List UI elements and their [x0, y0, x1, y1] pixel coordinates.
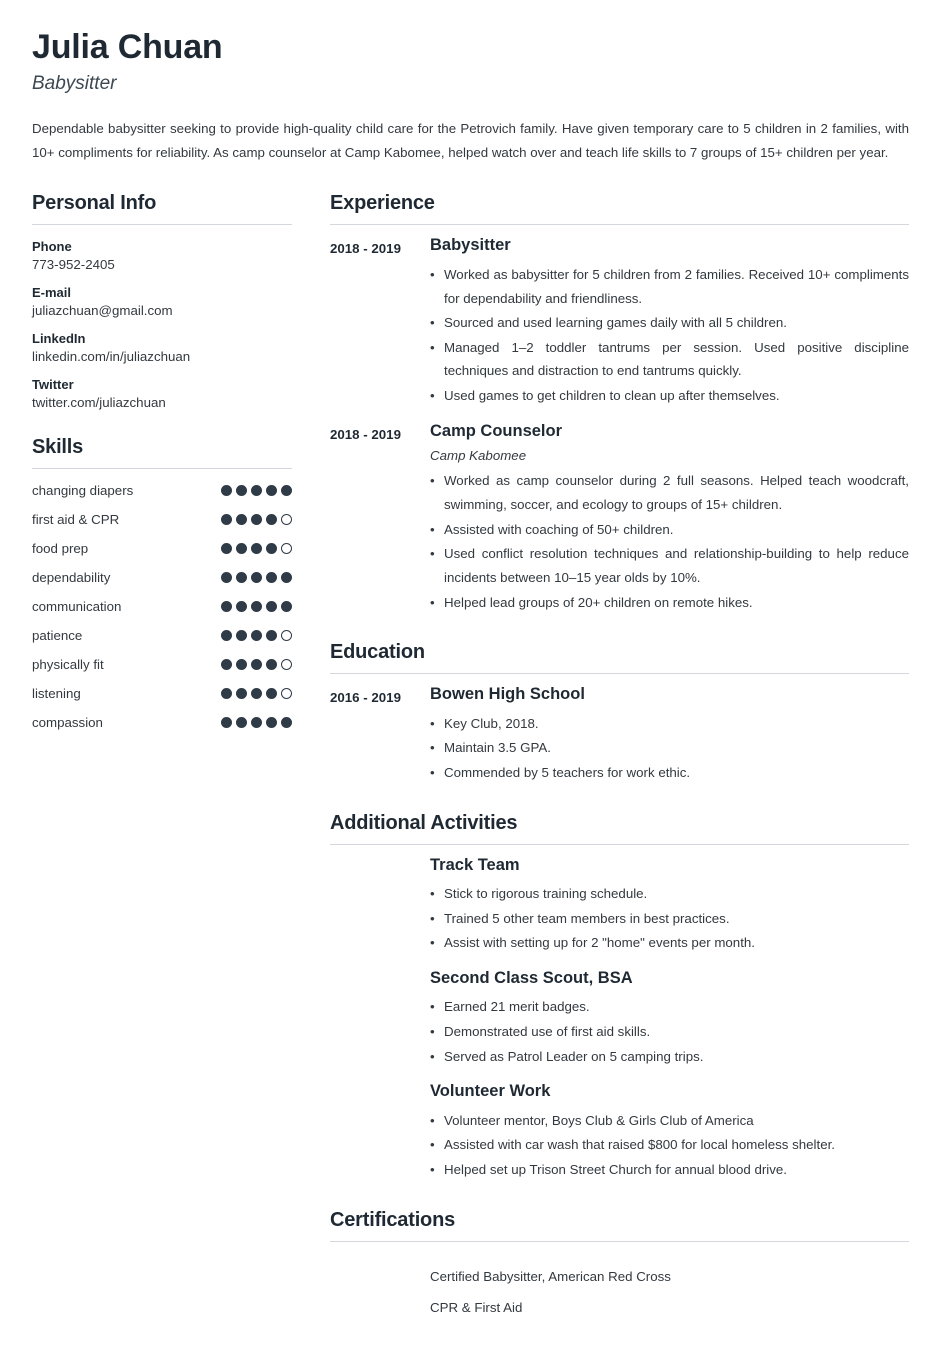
skill-dot-filled-icon	[266, 659, 277, 670]
resume-entry	[330, 968, 909, 1069]
skill-row	[32, 599, 292, 614]
skill-dot-filled-icon	[281, 601, 292, 612]
skill-level-dots	[221, 717, 292, 728]
entry-body	[430, 684, 909, 785]
skill-dot-filled-icon	[281, 717, 292, 728]
section-experience	[330, 192, 909, 615]
personal-info-value[interactable]: linkedin.com/in/juliazchuan	[32, 349, 191, 365]
skill-row	[32, 715, 292, 730]
entry-bullet-list	[430, 712, 909, 785]
resume-body	[32, 192, 909, 1328]
skill-dot-filled-icon	[266, 601, 277, 612]
skill-dot-filled-icon	[266, 543, 277, 554]
certification-text: CPR & First Aid	[430, 1300, 523, 1316]
job-title: Babysitter	[32, 73, 117, 95]
education-list	[330, 684, 909, 785]
list-item: • Earned 21 merit badges.	[430, 995, 909, 1019]
section-title-personal-info: Personal Info	[32, 192, 292, 225]
skill-name: changing diapers	[32, 483, 134, 499]
skill-name: physically fit	[32, 657, 104, 673]
skill-level-dots	[221, 543, 292, 554]
skill-dot-filled-icon	[236, 514, 247, 525]
skill-row	[32, 657, 292, 672]
list-item: • Used conflict resolution techniques and relationship-building to help reduce incidents between 10–15 year olds by 10%.	[430, 542, 909, 589]
entry-dates	[330, 968, 430, 970]
skill-level-dots	[221, 659, 292, 670]
skill-dot-filled-icon	[221, 514, 232, 525]
personal-info-item	[32, 331, 292, 364]
skill-row	[32, 686, 292, 701]
right-column	[314, 192, 909, 1328]
skill-dot-empty-icon	[281, 659, 292, 670]
list-item: • Key Club, 2018.	[430, 712, 909, 736]
entry-bullet-list	[430, 469, 909, 614]
entry-dates	[330, 855, 430, 857]
list-item: • Helped set up Trison Street Church for annual blood drive.	[430, 1158, 909, 1182]
list-item: • Served as Patrol Leader on 5 camping trips.	[430, 1045, 909, 1069]
spacer	[330, 1252, 909, 1266]
entry-body	[430, 968, 909, 1069]
list-item: • Worked as camp counselor during 2 full seasons. Helped teach woodcraft, swimming, soccer, and ecology to groups of 15+ children.	[430, 469, 909, 516]
entry-dates: 2018 - 2019	[330, 426, 401, 442]
entry-body	[430, 421, 909, 615]
list-item: • Demonstrated use of first aid skills.	[430, 1020, 909, 1044]
skill-level-dots	[221, 572, 292, 583]
skill-level-dots	[221, 601, 292, 612]
section-education	[330, 641, 909, 785]
skill-dot-filled-icon	[251, 485, 262, 496]
skill-level-dots	[221, 514, 292, 525]
resume-entry	[330, 684, 909, 785]
skill-name: listening	[32, 686, 81, 702]
section-title-experience: Experience	[330, 192, 909, 225]
resume-entry	[330, 1081, 909, 1182]
section-title-education: Education	[330, 641, 909, 674]
skill-row	[32, 512, 292, 527]
section-title-additional-activities: Additional Activities	[330, 812, 909, 845]
skill-level-dots	[221, 688, 292, 699]
skill-dot-filled-icon	[221, 659, 232, 670]
list-item: • Volunteer mentor, Boys Club & Girls Club of America	[430, 1109, 909, 1133]
skill-dot-filled-icon	[236, 543, 247, 554]
skill-name: patience	[32, 628, 83, 644]
entry-bullet-list	[430, 1109, 909, 1182]
certifications-list	[330, 1266, 909, 1319]
skill-row	[32, 483, 292, 498]
skill-dot-filled-icon	[236, 485, 247, 496]
personal-info-item	[32, 377, 292, 410]
experience-list	[330, 235, 909, 615]
skill-dot-empty-icon	[281, 688, 292, 699]
entry-body	[430, 1081, 909, 1182]
personal-info-item	[32, 239, 292, 272]
skill-dot-filled-icon	[266, 688, 277, 699]
skill-dot-filled-icon	[251, 630, 262, 641]
skill-dot-filled-icon	[266, 485, 277, 496]
list-item: • Managed 1–2 toddler tantrums per session. Used positive discipline techniques and distraction to end tantrums quickly.	[430, 336, 909, 383]
personal-info-label: Twitter	[32, 377, 74, 393]
list-item: • Sourced and used learning games daily with all 5 children.	[430, 311, 909, 335]
personal-info-label: LinkedIn	[32, 331, 86, 347]
skill-dot-filled-icon	[236, 630, 247, 641]
entry-subtitle: Camp Kabomee	[430, 448, 527, 464]
skill-dot-filled-icon	[221, 630, 232, 641]
skill-dot-filled-icon	[236, 572, 247, 583]
entry-bullet-list	[430, 882, 909, 955]
skill-dot-filled-icon	[266, 717, 277, 728]
entry-body	[430, 235, 909, 408]
activities-list	[330, 855, 909, 1183]
skill-dot-filled-icon	[251, 659, 262, 670]
skill-row	[32, 541, 292, 556]
skill-name: compassion	[32, 715, 103, 731]
resume-entry	[330, 855, 909, 956]
personal-info-label: Phone	[32, 239, 72, 255]
entry-dates	[330, 1081, 430, 1083]
list-item: • Stick to rigorous training schedule.	[430, 882, 909, 906]
skill-dot-filled-icon	[281, 572, 292, 583]
personal-info-value[interactable]: juliazchuan@gmail.com	[32, 303, 173, 319]
skill-dot-filled-icon	[251, 514, 262, 525]
list-item: • Used games to get children to clean up after themselves.	[430, 384, 909, 408]
resume-entry	[330, 421, 909, 615]
certification-row	[330, 1297, 909, 1318]
skill-dot-filled-icon	[251, 688, 262, 699]
section-additional-activities	[330, 812, 909, 1183]
skill-name: dependability	[32, 570, 111, 586]
skill-dot-filled-icon	[221, 688, 232, 699]
skill-dot-filled-icon	[221, 543, 232, 554]
page-title: Julia Chuan	[32, 28, 223, 66]
personal-info-list	[32, 239, 292, 410]
skill-dot-filled-icon	[251, 717, 262, 728]
skill-name: food prep	[32, 541, 89, 557]
list-item: • Maintain 3.5 GPA.	[430, 736, 909, 760]
professional-summary: Dependable babysitter seeking to provide high-quality child care for the Petrovich family. Have given temporary care to 5 children in 2 families, with 10+ compliments for reliability. As camp counselor at Camp Kabomee, helped watch over and teach life skills to 7 groups of 15+ children per year.	[32, 121, 909, 160]
entry-dates: 2018 - 2019	[330, 241, 401, 257]
personal-info-value[interactable]: twitter.com/juliazchuan	[32, 395, 166, 411]
skill-dot-filled-icon	[251, 543, 262, 554]
skill-dot-filled-icon	[221, 601, 232, 612]
section-personal-info	[32, 192, 292, 410]
skill-level-dots	[221, 485, 292, 496]
section-title-certifications: Certifications	[330, 1209, 909, 1242]
skill-dot-filled-icon	[221, 717, 232, 728]
personal-info-item	[32, 285, 292, 318]
personal-info-value[interactable]: 773-952-2405	[32, 257, 115, 273]
skill-dot-empty-icon	[281, 630, 292, 641]
skill-name: communication	[32, 599, 122, 615]
certification-row	[330, 1266, 909, 1287]
entry-title: Track Team	[430, 855, 520, 874]
list-item: • Assist with setting up for 2 "home" events per month.	[430, 931, 909, 955]
skill-row	[32, 570, 292, 585]
skill-level-dots	[221, 630, 292, 641]
list-item: • Worked as babysitter for 5 children from 2 families. Received 10+ compliments for dependability and friendliness.	[430, 263, 909, 310]
section-skills	[32, 436, 292, 730]
entry-body	[430, 855, 909, 956]
certification-text: Certified Babysitter, American Red Cross	[430, 1268, 671, 1284]
section-title-skills: Skills	[32, 436, 292, 469]
skill-dot-filled-icon	[281, 485, 292, 496]
entry-bullet-list	[430, 263, 909, 408]
list-item: • Trained 5 other team members in best practices.	[430, 907, 909, 931]
skill-dot-filled-icon	[221, 572, 232, 583]
skill-dot-empty-icon	[281, 514, 292, 525]
entry-title: Babysitter	[430, 236, 511, 255]
entry-title: Camp Counselor	[430, 421, 563, 440]
list-item: • Assisted with coaching of 50+ children.	[430, 518, 909, 542]
skill-name: first aid & CPR	[32, 512, 120, 528]
skill-dot-filled-icon	[266, 514, 277, 525]
skill-dot-empty-icon	[281, 543, 292, 554]
skill-dot-filled-icon	[251, 601, 262, 612]
list-item: • Helped lead groups of 20+ children on remote hikes.	[430, 591, 909, 615]
entry-title: Second Class Scout, BSA	[430, 968, 633, 987]
skill-row	[32, 628, 292, 643]
personal-info-label: E-mail	[32, 285, 72, 301]
section-certifications	[330, 1209, 909, 1319]
list-item: • Assisted with car wash that raised $800 for local homeless shelter.	[430, 1133, 909, 1157]
skill-dot-filled-icon	[236, 601, 247, 612]
skill-dot-filled-icon	[266, 630, 277, 641]
skill-dot-filled-icon	[266, 572, 277, 583]
resume-header	[32, 28, 909, 164]
entry-dates: 2016 - 2019	[330, 690, 401, 706]
skill-dot-filled-icon	[236, 717, 247, 728]
entry-title: Volunteer Work	[430, 1082, 551, 1101]
skill-dot-filled-icon	[251, 572, 262, 583]
entry-title: Bowen High School	[430, 685, 585, 704]
left-column	[32, 192, 314, 744]
entry-bullet-list	[430, 995, 909, 1068]
skill-dot-filled-icon	[236, 659, 247, 670]
list-item: • Commended by 5 teachers for work ethic.	[430, 761, 909, 785]
resume-entry	[330, 235, 909, 408]
skill-dot-filled-icon	[221, 485, 232, 496]
skill-dot-filled-icon	[236, 688, 247, 699]
skills-list	[32, 483, 292, 730]
